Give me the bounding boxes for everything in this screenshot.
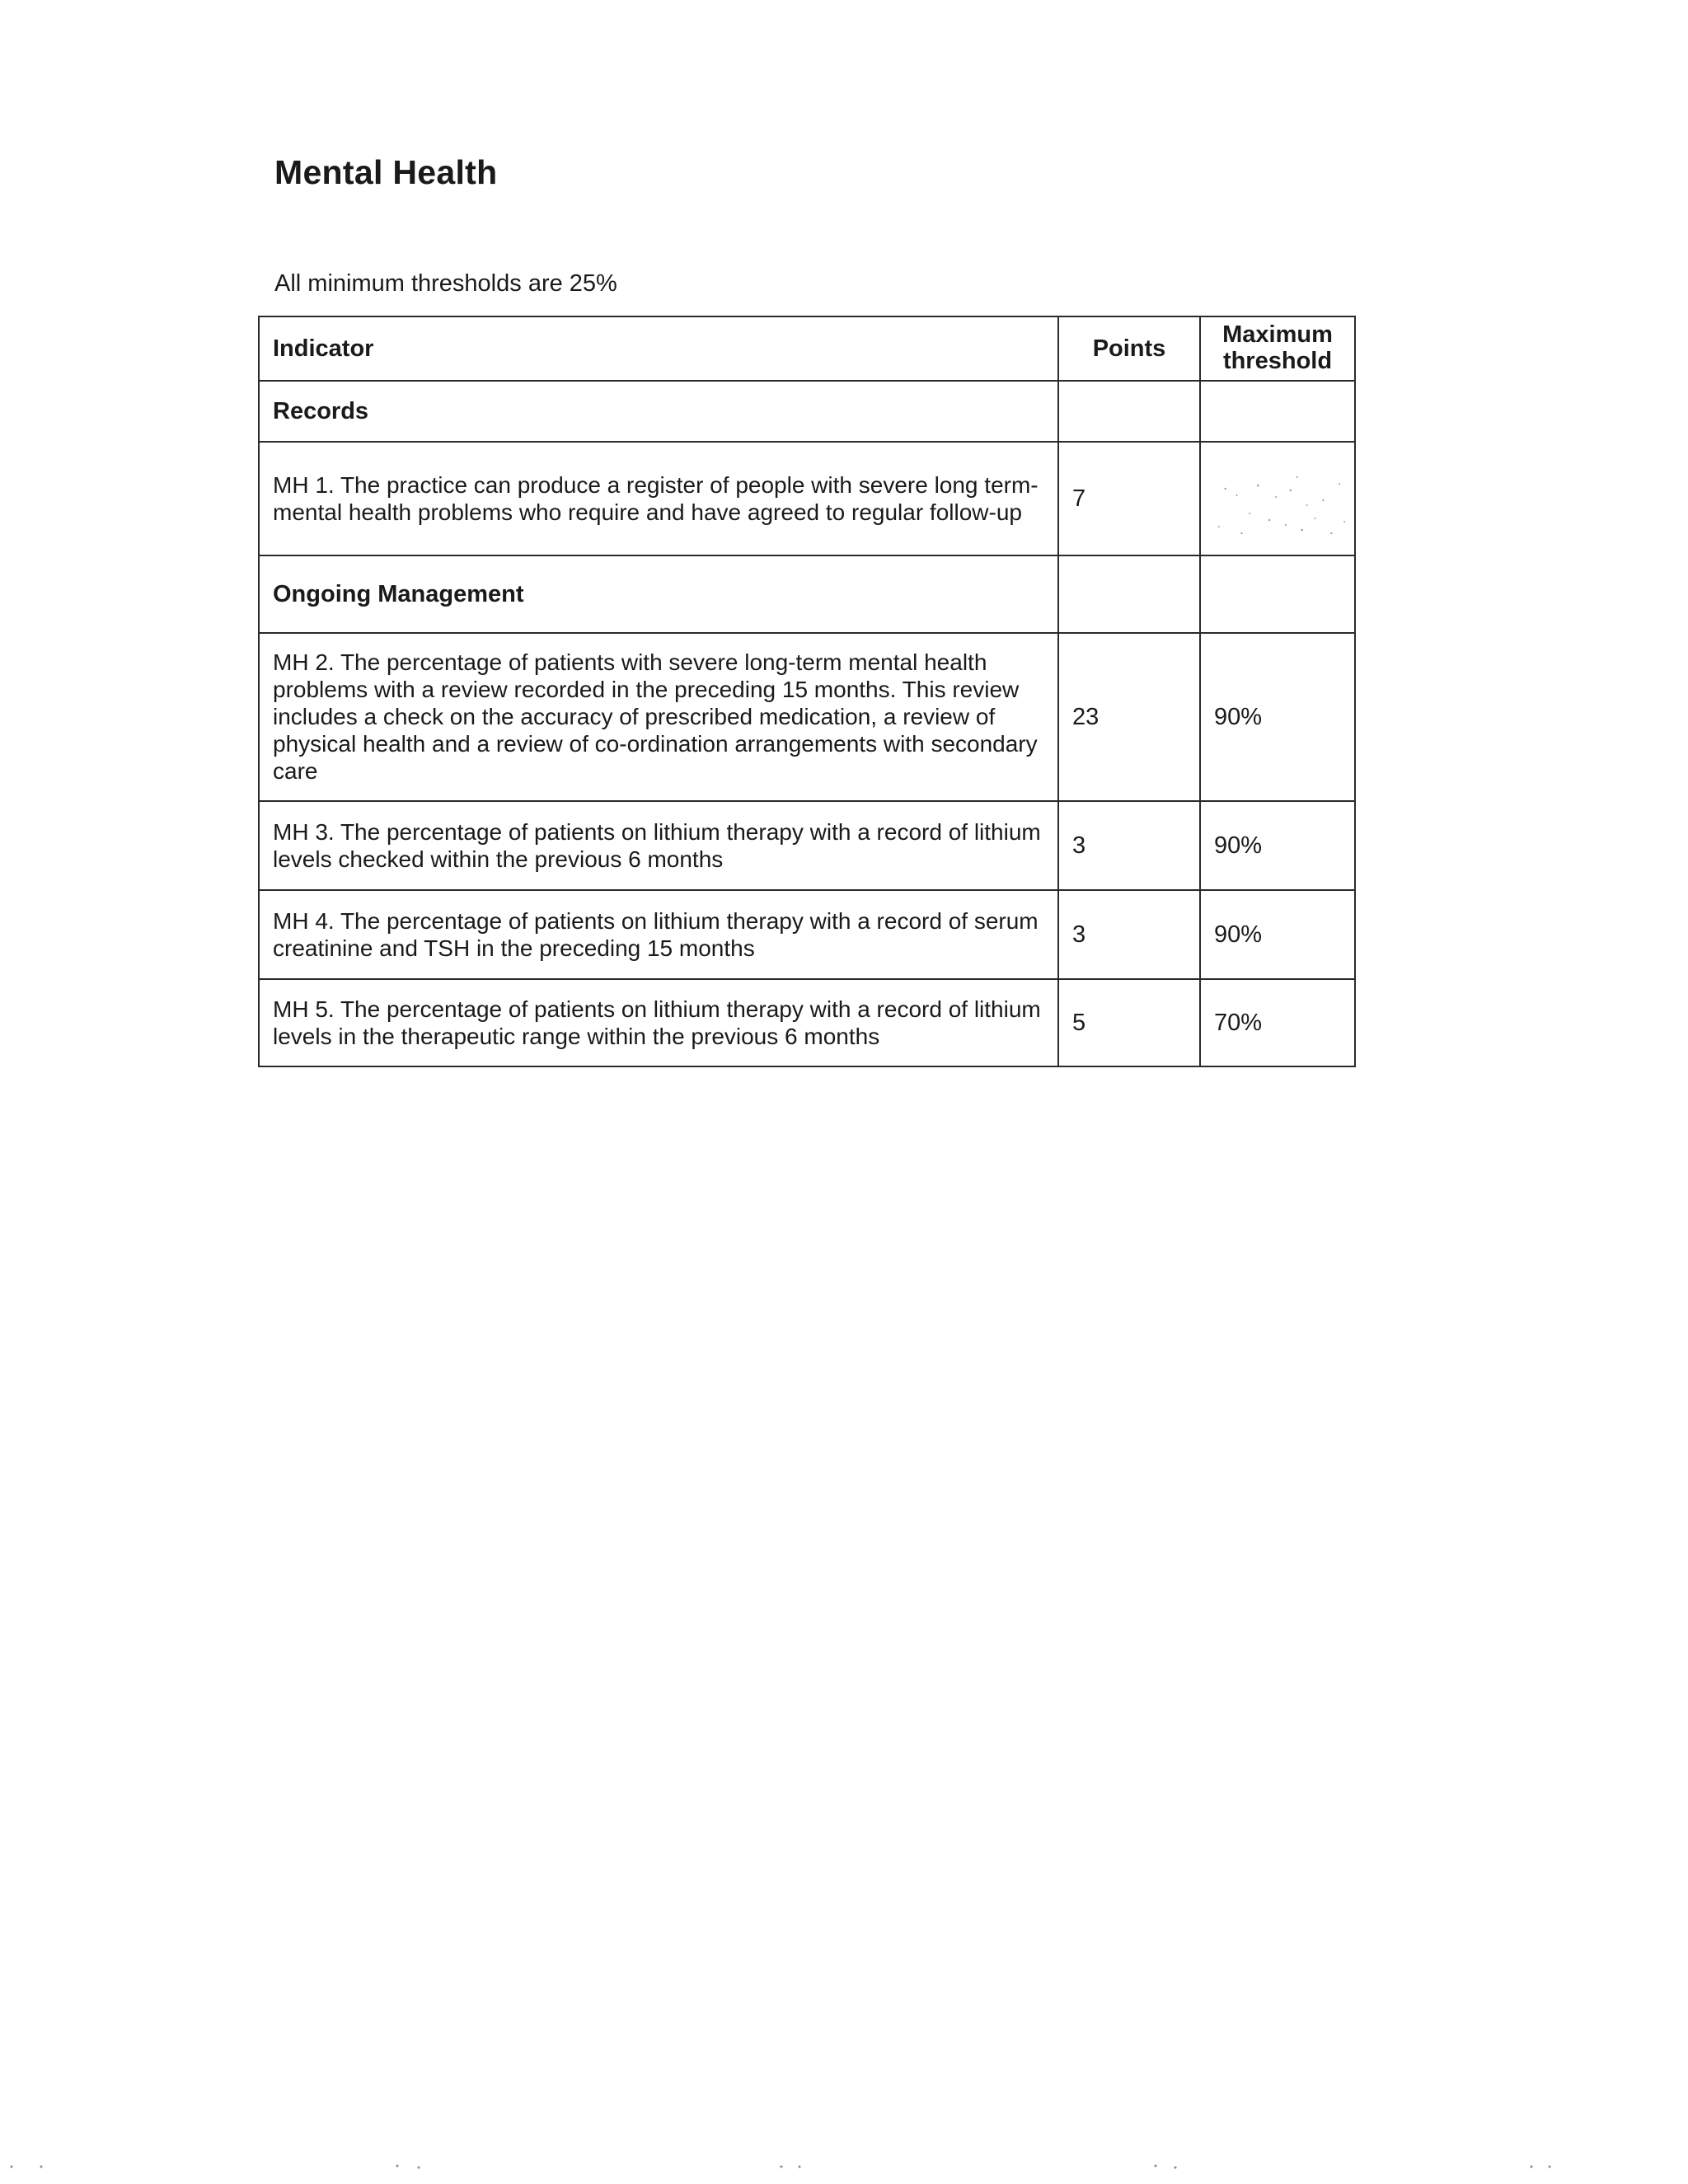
indicator-text: MH 5. The percentage of patients on lithium therapy with a record of lithium levels in the therapeutic range within the previous 6 months <box>259 979 1058 1066</box>
indicator-text: MH 1. The practice can produce a register of people with severe long term-mental health problems who require and have agreed to regular follow-up <box>259 442 1058 555</box>
table-row <box>259 442 1355 555</box>
scan-edge-marks <box>0 2161 1688 2172</box>
section-row-ongoing-management <box>259 555 1355 633</box>
scan-noise-cell <box>1200 442 1355 555</box>
points-value: 23 <box>1058 633 1200 801</box>
section-row-records <box>259 381 1355 442</box>
empty-cell <box>1058 381 1200 442</box>
indicator-table <box>258 316 1356 1067</box>
max-threshold-value: 70% <box>1200 979 1355 1066</box>
table-row <box>259 979 1355 1066</box>
scan-speckle-graphic <box>1201 448 1354 550</box>
header-max-threshold: Maximum threshold <box>1200 316 1355 381</box>
points-value: 3 <box>1058 890 1200 979</box>
empty-cell <box>1058 555 1200 633</box>
indicator-text: MH 2. The percentage of patients with severe long-term mental health problems with a review recorded in the preceding 15 months. This review includes a check on the accuracy of prescribed medication, a review of physical health and a review of co-ordination arrangements with secondary care <box>259 633 1058 801</box>
indicator-text: MH 3. The percentage of patients on lithium therapy with a record of lithium levels checked within the previous 6 months <box>259 801 1058 890</box>
max-threshold-value: 90% <box>1200 890 1355 979</box>
table-row <box>259 633 1355 801</box>
max-threshold-value: 90% <box>1200 633 1355 801</box>
max-threshold-value: 90% <box>1200 801 1355 890</box>
page-title: Mental Health <box>274 153 498 191</box>
header-indicator: Indicator <box>259 316 1058 381</box>
thresholds-note: All minimum thresholds are 25% <box>274 270 617 297</box>
points-value: 5 <box>1058 979 1200 1066</box>
indicator-text: MH 4. The percentage of patients on lithium therapy with a record of serum creatinine and TSH in the preceding 15 months <box>259 890 1058 979</box>
empty-cell <box>1200 555 1355 633</box>
section-label: Records <box>259 381 1058 442</box>
table-row <box>259 890 1355 979</box>
section-label: Ongoing Management <box>259 555 1058 633</box>
table-row <box>259 801 1355 890</box>
points-value: 3 <box>1058 801 1200 890</box>
empty-cell <box>1200 381 1355 442</box>
table-header-row <box>259 316 1355 381</box>
header-points: Points <box>1058 316 1200 381</box>
points-value: 7 <box>1058 442 1200 555</box>
